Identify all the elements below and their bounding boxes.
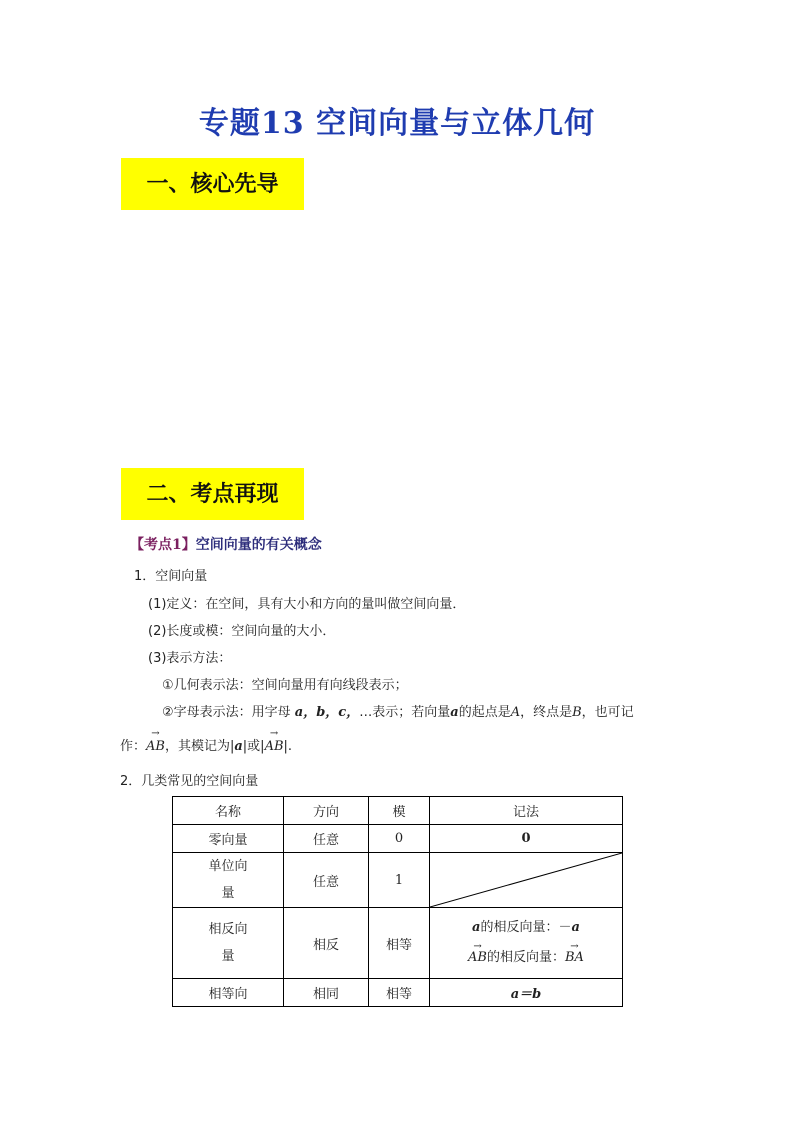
- text-run: …表示；若向量: [359, 705, 451, 720]
- content-line: 2．几类常见的空间向量: [120, 774, 259, 789]
- text-run: |或|: [242, 739, 265, 754]
- table-cell: a＝b: [430, 979, 623, 1007]
- text-run: 作：: [120, 739, 147, 754]
- text-run: ，其模记为|: [164, 739, 235, 754]
- table-header-row: [173, 797, 623, 825]
- table-row: [173, 908, 623, 979]
- var-run: a，b，c，: [294, 705, 360, 720]
- text-run: 的相反向量：－: [480, 920, 572, 935]
- text-run: ②字母表示法：用字母: [162, 705, 291, 720]
- table-header: 名称: [173, 797, 284, 825]
- kp1-heading: [130, 534, 322, 554]
- var-run: A: [510, 705, 521, 720]
- table-cell: 任意: [284, 853, 369, 908]
- table-cell: 相同: [284, 979, 369, 1007]
- table-header: 方向: [284, 797, 369, 825]
- table-cell: [173, 853, 284, 908]
- kp1-bracket-close: 】: [181, 537, 196, 553]
- vector-types-table: [172, 796, 623, 1007]
- vector-ba: → BA: [565, 943, 584, 973]
- table-cell: 相等向: [173, 979, 284, 1007]
- var-run: a: [571, 920, 580, 935]
- table-header: 模: [369, 797, 430, 825]
- section-banner-kp: 二、考点再现: [121, 468, 304, 520]
- mind-map: [0, 220, 794, 450]
- var-run: a: [472, 920, 481, 935]
- content-line: (2)长度或模：空间向量的大小．: [148, 624, 336, 639]
- cell-line: [430, 943, 622, 973]
- diagonal-line: [430, 853, 622, 907]
- text-run: ，终点是: [520, 705, 573, 720]
- table-cell: 1: [369, 853, 430, 908]
- page-title: 专题13 空间向量与立体几何: [198, 106, 596, 141]
- vector-ab: → AB: [468, 943, 487, 973]
- kp1-title: 空间向量的有关概念: [195, 537, 322, 553]
- content-line: ①几何表示法：空间向量用有向线段表示；: [162, 678, 408, 693]
- vector-ab: → AB: [265, 739, 284, 754]
- table-header: 记法: [430, 797, 623, 825]
- var-run: a: [234, 739, 243, 754]
- table-cell: [173, 908, 284, 979]
- section-banner-core: 一、核心先导: [121, 158, 304, 210]
- content-line: (1)定义：在空间，具有大小和方向的量叫做空间向量．: [148, 597, 466, 612]
- table-cell: 相反: [284, 908, 369, 979]
- table-row: [173, 979, 623, 1007]
- cell-line: [430, 913, 622, 943]
- cell-line: 量: [221, 949, 235, 964]
- table-cell: 0: [430, 825, 623, 853]
- table-cell: 任意: [284, 825, 369, 853]
- table-cell: [430, 908, 623, 979]
- content-line: (3)表示方法：: [148, 651, 232, 666]
- content-line: 1．空间向量: [134, 569, 208, 584]
- cell-line: 量: [221, 886, 235, 901]
- text-run: |.: [283, 739, 293, 754]
- text-run: 的起点是: [458, 705, 511, 720]
- text-run: 的相反向量：: [486, 950, 565, 965]
- vector-ab: → AB: [146, 739, 165, 754]
- kp1-bracket-open: 【: [130, 537, 144, 553]
- cell-line: 单位向: [208, 859, 248, 874]
- var-run: a: [450, 705, 459, 720]
- table-cell: 零向量: [173, 825, 284, 853]
- text-run: ，也可记: [581, 705, 634, 720]
- table-cell: 相等: [369, 979, 430, 1007]
- content-line: [120, 735, 292, 754]
- kp1-label: 考点1: [144, 537, 182, 553]
- table-row: [173, 825, 623, 853]
- table-cell: 0: [369, 825, 430, 853]
- cell-line: 相反向: [208, 922, 248, 937]
- var-run: B: [572, 705, 582, 720]
- table-cell: 相等: [369, 908, 430, 979]
- table-row: [173, 853, 623, 908]
- content-line: [162, 701, 634, 720]
- table-cell-slashed: [430, 853, 623, 908]
